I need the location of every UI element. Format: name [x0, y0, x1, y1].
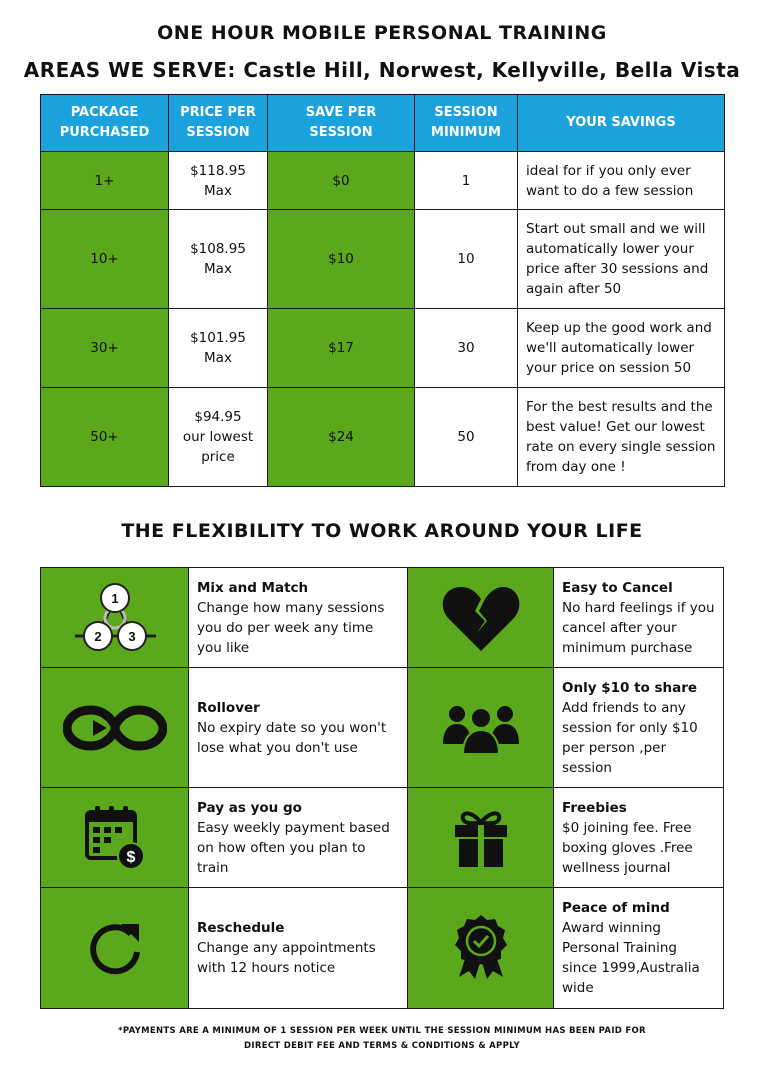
pricing-table — [40, 94, 725, 487]
broken-heart-icon — [441, 583, 521, 653]
save-cell: $17 — [268, 309, 415, 388]
table-row — [41, 152, 725, 210]
feature-icon-cell — [41, 888, 189, 1008]
col-header-savings: YOUR SAVINGS — [518, 95, 725, 152]
package-cell: 1+ — [41, 152, 169, 210]
feature-icon-cell — [408, 888, 554, 1008]
price-cell: $94.95 our lowest price — [169, 388, 268, 487]
feature-pay-as-you-go — [189, 788, 408, 888]
feature-text: Add friends to any session for only $10 per person ,per session — [562, 700, 698, 776]
col-header-price: PRICE PER SESSION — [169, 95, 268, 152]
save-cell: $0 — [268, 152, 415, 210]
feature-heading: Freebies — [562, 800, 627, 816]
feature-text: Award winning Personal Training since 1999,Australia wide — [562, 920, 700, 996]
savings-cell: Keep up the good work and we'll automatically lower your price on session 50 — [518, 309, 725, 388]
savings-cell: Start out small and we will automatically lower your price after 30 sessions and again after 50 — [518, 210, 725, 309]
mix-number-2: 2 — [93, 628, 102, 644]
mix-number-3: 3 — [127, 628, 136, 644]
group-people-icon — [441, 700, 521, 756]
gift-icon — [451, 807, 511, 869]
feature-peace-of-mind — [554, 888, 723, 1008]
feature-heading: Mix and Match — [197, 580, 309, 596]
feature-icon-cell — [408, 788, 554, 888]
savings-cell: ideal for if you only ever want to do a few session — [518, 152, 725, 210]
feature-text: No hard feelings if you cancel after your minimum purchase — [562, 600, 715, 656]
feature-icon-cell — [408, 668, 554, 788]
feature-icon-cell — [41, 668, 189, 788]
infinity-loop-icon — [63, 700, 167, 756]
mix-number-1: 1 — [110, 590, 119, 606]
price-cell: $118.95 Max — [169, 152, 268, 210]
feature-text: Easy weekly payment based on how often you plan to train — [197, 820, 390, 876]
feature-freebies — [554, 788, 723, 888]
package-cell: 50+ — [41, 388, 169, 487]
save-cell: $24 — [268, 388, 415, 487]
svg-text:$: $ — [126, 848, 135, 866]
feature-heading: Rollover — [197, 700, 260, 716]
minimum-cell: 50 — [415, 388, 518, 487]
feature-icon-cell — [408, 568, 554, 668]
table-row — [41, 309, 725, 388]
calendar-dollar-icon — [83, 804, 147, 872]
flexibility-title: THE FLEXIBILITY TO WORK AROUND YOUR LIFE — [121, 520, 643, 542]
feature-heading: Only $10 to share — [562, 680, 698, 696]
refresh-icon — [85, 918, 145, 978]
pricing-header-row — [41, 95, 725, 152]
feature-rollover — [189, 668, 408, 788]
col-header-package: PACKAGE PURCHASED — [41, 95, 169, 152]
feature-reschedule — [189, 888, 408, 1008]
feature-easy-to-cancel — [554, 568, 723, 668]
feature-heading: Reschedule — [197, 920, 285, 936]
minimum-cell: 10 — [415, 210, 518, 309]
minimum-cell: 30 — [415, 309, 518, 388]
mix-match-icon — [70, 578, 160, 658]
feature-icon-cell — [41, 568, 189, 668]
minimum-cell: 1 — [415, 152, 518, 210]
col-header-minimum: SESSION MINIMUM — [415, 95, 518, 152]
feature-share — [554, 668, 723, 788]
table-row — [41, 210, 725, 309]
service-areas: AREAS WE SERVE: Castle Hill, Norwest, Kellyville, Bella Vista — [23, 58, 741, 82]
feature-mix-and-match — [189, 568, 408, 668]
page-title: ONE HOUR MOBILE PERSONAL TRAINING — [157, 22, 607, 44]
price-cell: $101.95 Max — [169, 309, 268, 388]
package-cell: 30+ — [41, 309, 169, 388]
package-cell: 10+ — [41, 210, 169, 309]
feature-text: Change any appointments with 12 hours notice — [197, 940, 376, 976]
footnote-terms: DIRECT DEBIT FEE AND TERMS & CONDITIONS & APPLY — [244, 1041, 520, 1051]
feature-heading: Pay as you go — [197, 800, 302, 816]
feature-heading: Peace of mind — [562, 900, 670, 916]
table-row — [41, 388, 725, 487]
save-cell: $10 — [268, 210, 415, 309]
feature-text: $0 joining fee. Free boxing gloves .Free wellness journal — [562, 820, 693, 876]
col-header-save: SAVE PER SESSION — [268, 95, 415, 152]
feature-text: Change how many sessions you do per week any time you like — [197, 600, 385, 656]
feature-heading: Easy to Cancel — [562, 580, 673, 596]
award-badge-icon — [451, 913, 511, 983]
savings-cell: For the best results and the best value! Get our lowest rate on every single session from day one ! — [518, 388, 725, 487]
feature-text: No expiry date so you won't lose what you don't use — [197, 720, 387, 756]
feature-icon-cell — [41, 788, 189, 888]
price-cell: $108.95 Max — [169, 210, 268, 309]
features-grid — [40, 567, 724, 1009]
footnote-payments: *PAYMENTS ARE A MINIMUM OF 1 SESSION PER WEEK UNTIL THE SESSION MINIMUM HAS BEEN PAID FOR — [118, 1026, 646, 1036]
